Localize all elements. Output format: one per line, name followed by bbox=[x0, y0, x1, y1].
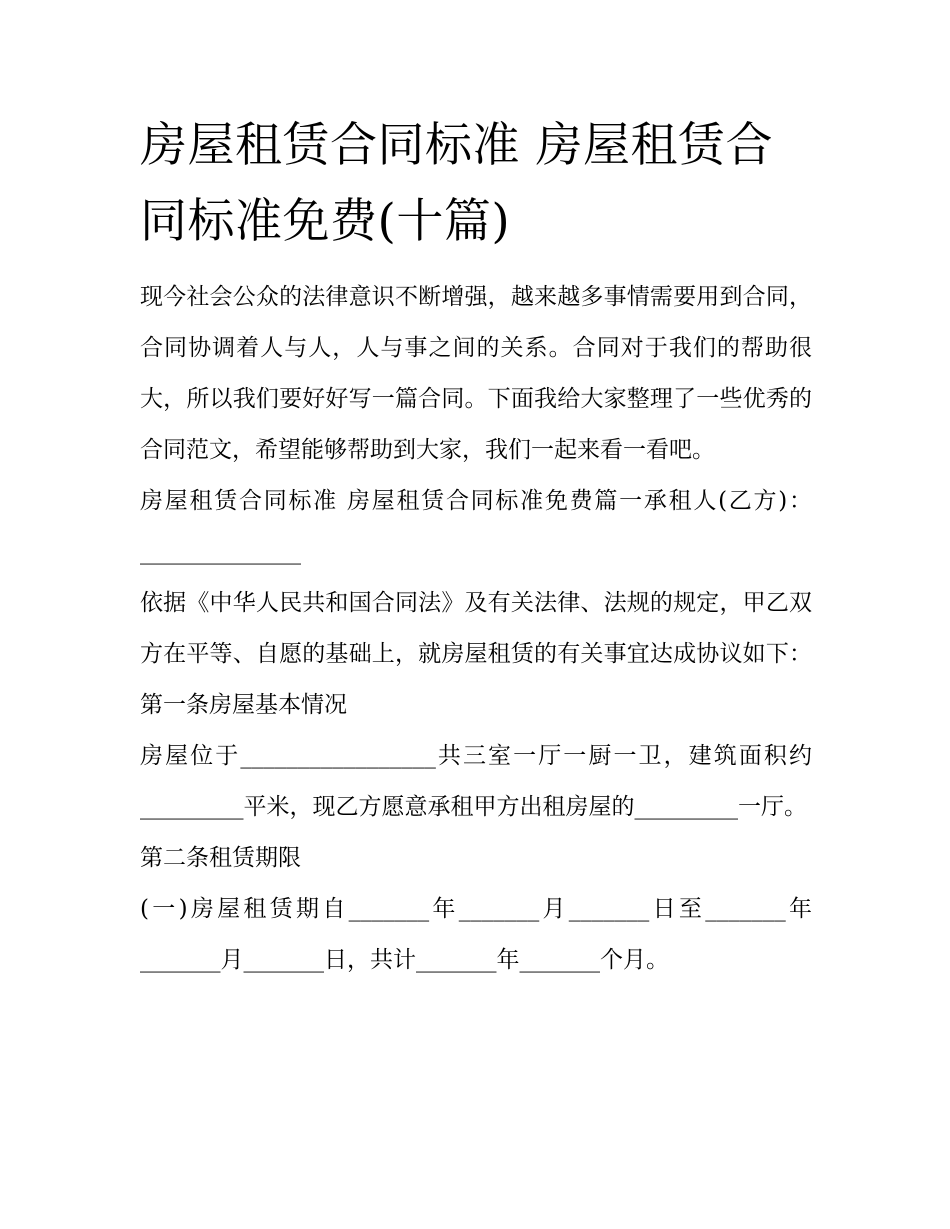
document-title: 房屋租赁合同标准 房屋租赁合同标准免费(十篇) bbox=[140, 118, 773, 249]
document-page bbox=[140, 108, 812, 986]
legal-basis-paragraph: 依据《中华人民共和国合同法》及有关法律、法规的规定，甲乙双方在平等、自愿的基础上，就房屋租赁的有关事宜达成协议如下： 第一条房屋基本情况 bbox=[140, 590, 812, 718]
section-one-heading-paragraph: 房屋租赁合同标准 房屋租赁合同标准免费篇一承租人(乙方)：______________ bbox=[140, 488, 812, 565]
article-two-heading: 第二条租赁期限 bbox=[140, 845, 301, 871]
house-location-paragraph: 房屋位于_________________共三室一厅一厨一卫，建筑面积约_________平米，现乙方愿意承租甲方出租房屋的_________一厅。 bbox=[140, 743, 812, 820]
lease-term-paragraph: (一)房屋租赁期自_______年_______月_______日至_______年_______月_______日，共计_______年_______个月。 bbox=[140, 896, 812, 973]
intro-paragraph: 现今社会公众的法律意识不断增强，越来越多事情需要用到合同，合同协调着人与人，人与事之间的关系。合同对于我们的帮助很大，所以我们要好好写一篇合同。下面我给大家整理了一些优秀的合同范文，希望能够帮助到大家，我们一起来看一看吧。 bbox=[140, 284, 812, 463]
